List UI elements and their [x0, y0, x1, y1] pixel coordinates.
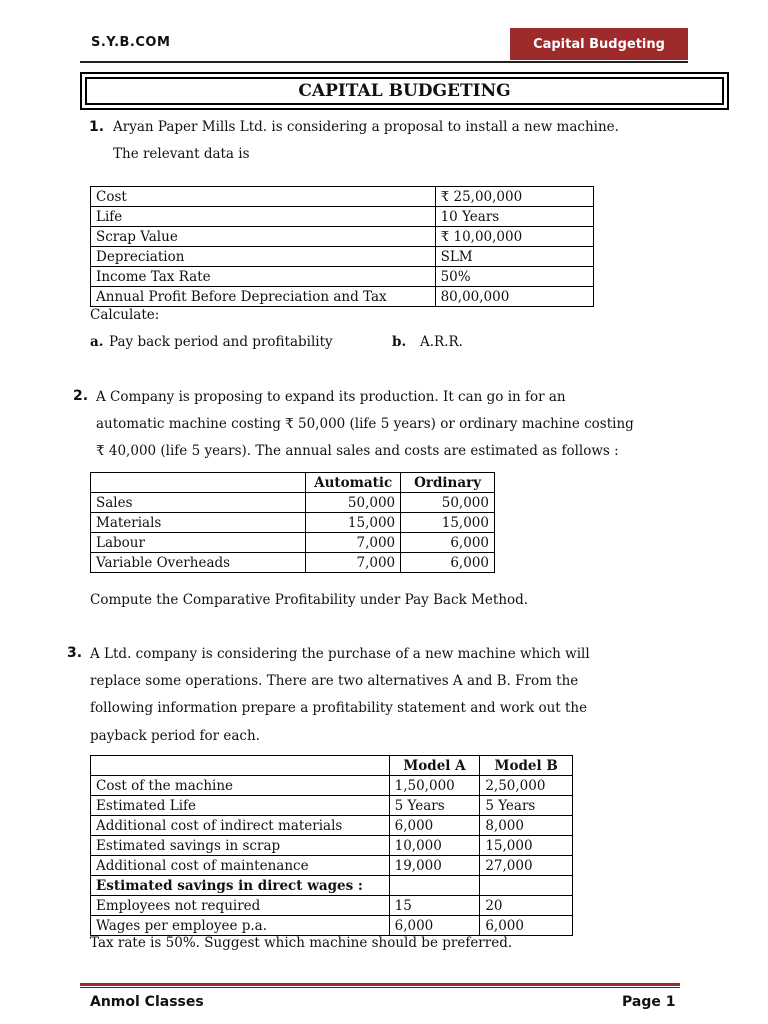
q3-cell: 2,50,000 — [480, 776, 573, 796]
table-row — [91, 816, 573, 836]
table-row — [91, 856, 573, 876]
q2-header-cell — [91, 473, 306, 493]
q3-cell: Wages per employee p.a. — [91, 916, 390, 936]
title-box — [80, 72, 729, 110]
q2-number: 2. — [73, 388, 89, 404]
q3-cell: Estimated savings in scrap — [91, 836, 390, 856]
q1-cell: Life — [91, 207, 436, 227]
q3-cell: 15,000 — [480, 836, 573, 856]
q2-cell: 15,000 — [401, 513, 495, 533]
table-row — [91, 533, 495, 553]
table-row — [91, 227, 594, 247]
q3-cell: 6,000 — [480, 916, 573, 936]
q1-cell: Cost — [91, 187, 436, 207]
q1-part-b-text: A.R.R. — [420, 334, 463, 350]
q3-cell — [480, 876, 573, 896]
q1-cell: Depreciation — [91, 247, 436, 267]
q3-model-table — [90, 755, 573, 936]
q3-cell: Employees not required — [91, 896, 390, 916]
q2-cost-table — [90, 472, 495, 573]
q1-cell: Scrap Value — [91, 227, 436, 247]
q1-cell: 50% — [435, 267, 593, 287]
q2-cell: 6,000 — [401, 553, 495, 573]
q1-cell: 80,00,000 — [435, 287, 593, 307]
q1-part-b-label: b. — [392, 334, 407, 350]
q1-text-line1: Aryan Paper Mills Ltd. is considering a proposal to install a new machine. — [113, 119, 619, 135]
table-row — [91, 287, 594, 307]
q2-cell: Sales — [91, 493, 306, 513]
q3-cell: Additional cost of maintenance — [91, 856, 390, 876]
q3-text-line2: replace some operations. There are two alternatives A and B. From the — [90, 673, 579, 689]
header-course: S.Y.B.COM — [91, 35, 171, 50]
q3-cell: 1,50,000 — [389, 776, 480, 796]
table-row — [91, 493, 495, 513]
table-row — [91, 553, 495, 573]
q2-cell: 6,000 — [401, 533, 495, 553]
table-row — [91, 207, 594, 227]
q2-text-line1: A Company is proposing to expand its production. It can go in for an — [96, 389, 566, 405]
q1-cell: 10 Years — [435, 207, 593, 227]
q2-header-cell: Automatic — [306, 473, 401, 493]
q1-part-a-text: Pay back period and profitability — [109, 334, 333, 350]
q1-number: 1. — [89, 119, 105, 135]
q3-text-line1: A Ltd. company is considering the purchase of a new machine which will — [90, 646, 590, 662]
q3-cell: 6,000 — [389, 916, 480, 936]
q2-cell: 7,000 — [306, 553, 401, 573]
q3-cell: 8,000 — [480, 816, 573, 836]
q3-cell: 10,000 — [389, 836, 480, 856]
q3-number: 3. — [67, 645, 83, 661]
table-row — [91, 776, 573, 796]
q1-text-line2: The relevant data is — [113, 146, 250, 162]
footer-rule — [80, 983, 680, 986]
q1-cell: ₹ 25,00,000 — [435, 187, 593, 207]
q3-header-cell: Model A — [389, 756, 480, 776]
q3-cell: 20 — [480, 896, 573, 916]
q3-header-cell — [91, 756, 390, 776]
q2-header-cell: Ordinary — [401, 473, 495, 493]
table-row — [91, 876, 573, 896]
q3-cell: Estimated Life — [91, 796, 390, 816]
q1-cell: ₹ 10,00,000 — [435, 227, 593, 247]
q3-text-line4: payback period for each. — [90, 728, 260, 744]
table-header-row — [91, 756, 573, 776]
q3-text-line3: following information prepare a profitability statement and work out the — [90, 700, 588, 716]
q1-cell: Annual Profit Before Depreciation and Tax — [91, 287, 436, 307]
table-row — [91, 796, 573, 816]
q2-text-line2: automatic machine costing ₹ 50,000 (life 5 years) or ordinary machine costing — [96, 416, 634, 432]
q2-cell: Labour — [91, 533, 306, 553]
q2-cell: 50,000 — [401, 493, 495, 513]
q3-header-cell: Model B — [480, 756, 573, 776]
page-number: Page 1 — [622, 994, 676, 1010]
q2-cell: 50,000 — [306, 493, 401, 513]
q3-cell: 27,000 — [480, 856, 573, 876]
q3-cell: 5 Years — [389, 796, 480, 816]
q2-cell: 15,000 — [306, 513, 401, 533]
table-row — [91, 267, 594, 287]
table-header-row — [91, 473, 495, 493]
q3-footer: Tax rate is 50%. Suggest which machine should be preferred. — [90, 935, 513, 951]
page-title: CAPITAL BUDGETING — [85, 77, 724, 105]
q1-data-table — [90, 186, 594, 307]
q3-cell: 6,000 — [389, 816, 480, 836]
table-row — [91, 836, 573, 856]
q2-cell: Materials — [91, 513, 306, 533]
q3-cell — [389, 876, 480, 896]
q3-cell: Additional cost of indirect materials — [91, 816, 390, 836]
q3-cell: Cost of the machine — [91, 776, 390, 796]
q3-cell: 19,000 — [389, 856, 480, 876]
q3-cell: 15 — [389, 896, 480, 916]
table-row — [91, 247, 594, 267]
q2-footer: Compute the Comparative Profitability under Pay Back Method. — [90, 592, 529, 608]
q1-part-a-label: a. — [90, 334, 104, 350]
table-row — [91, 916, 573, 936]
header-chapter-badge: Capital Budgeting — [510, 28, 688, 60]
q2-cell: Variable Overheads — [91, 553, 306, 573]
table-row — [91, 187, 594, 207]
q3-cell: 5 Years — [480, 796, 573, 816]
footer-brand: Anmol Classes — [90, 994, 204, 1010]
q2-cell: 7,000 — [306, 533, 401, 553]
q1-calculate: Calculate: — [90, 307, 160, 323]
q1-cell: Income Tax Rate — [91, 267, 436, 287]
footer-rule-thin — [80, 987, 680, 988]
table-row — [91, 896, 573, 916]
q2-text-line3: ₹ 40,000 (life 5 years). The annual sales and costs are estimated as follows : — [96, 443, 619, 459]
header-rule — [80, 61, 688, 63]
q3-bold-row-label: Estimated savings in direct wages : — [91, 876, 390, 896]
table-row — [91, 513, 495, 533]
q1-cell: SLM — [435, 247, 593, 267]
